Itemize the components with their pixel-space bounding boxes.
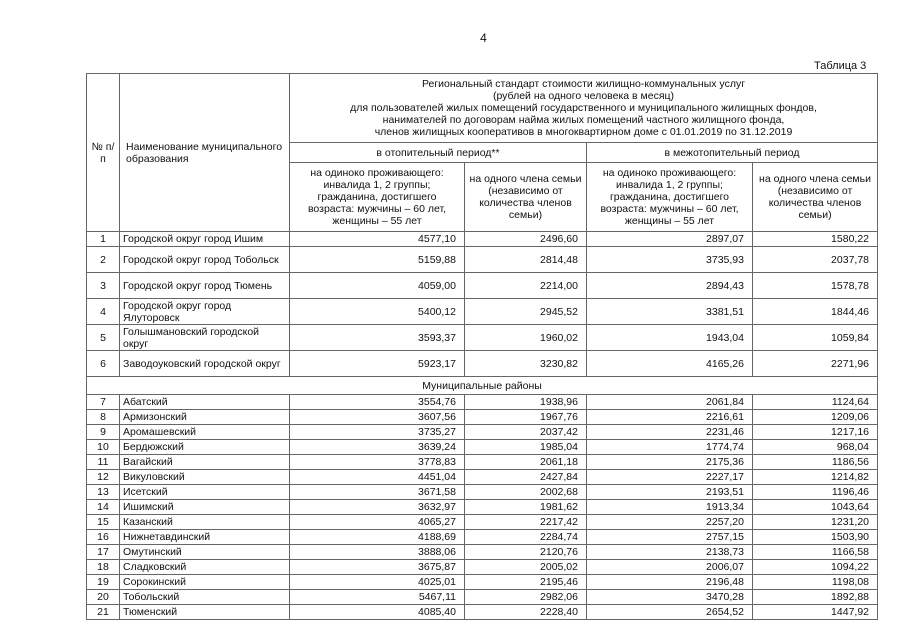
table-row (87, 440, 878, 455)
row-number: 16 (87, 530, 120, 545)
value-family-heating: 2037,42 (465, 425, 587, 440)
value-family-heating: 2217,42 (465, 515, 587, 530)
value-family-heating: 2496,60 (465, 232, 587, 247)
value-family-nonheating: 1578,78 (753, 273, 878, 299)
row-number: 11 (87, 455, 120, 470)
main-title-line: нанимателей по договорам найма жилых помещений частного жилищного фонда, (382, 114, 785, 126)
municipality-name: Нижнетавдинский (120, 530, 290, 545)
value-family-nonheating: 1214,82 (753, 470, 878, 485)
value-family-heating: 2945,52 (465, 299, 587, 325)
value-family-nonheating: 1231,20 (753, 515, 878, 530)
value-single-heating: 3888,06 (290, 545, 465, 560)
value-single-heating: 3675,87 (290, 560, 465, 575)
sub-header-single-heating: на одиноко проживающего: инвалида 1, 2 группы; гражданина, достигшего возраста: мужчины – 60 лет, женщины – 55 лет (290, 163, 465, 232)
municipality-name: Городской округ город Тюмень (120, 273, 290, 299)
value-single-nonheating: 2257,20 (587, 515, 753, 530)
value-family-heating: 1981,62 (465, 500, 587, 515)
value-single-nonheating: 2757,15 (587, 530, 753, 545)
value-single-nonheating: 3735,93 (587, 247, 753, 273)
value-single-nonheating: 2897,07 (587, 232, 753, 247)
value-single-heating: 4085,40 (290, 605, 465, 620)
value-single-nonheating: 2193,51 (587, 485, 753, 500)
value-single-nonheating: 3381,51 (587, 299, 753, 325)
sub-header-family-nonheating: на одного члена семьи (независимо от количества членов семьи) (753, 163, 878, 232)
table-row (87, 299, 878, 325)
row-number: 7 (87, 395, 120, 410)
table-row (87, 560, 878, 575)
table-caption: Таблица 3 (814, 60, 867, 72)
page-number: 4 (480, 31, 487, 45)
value-single-nonheating: 3470,28 (587, 590, 753, 605)
row-number: 18 (87, 560, 120, 575)
value-single-nonheating: 2216,61 (587, 410, 753, 425)
value-single-heating: 3607,56 (290, 410, 465, 425)
value-single-nonheating: 2227,17 (587, 470, 753, 485)
row-number: 9 (87, 425, 120, 440)
row-number: 8 (87, 410, 120, 425)
value-family-heating: 2195,46 (465, 575, 587, 590)
municipality-name: Тюменский (120, 605, 290, 620)
value-family-nonheating: 1580,22 (753, 232, 878, 247)
value-single-nonheating: 2231,46 (587, 425, 753, 440)
municipality-name: Заводоуковский городской округ (120, 351, 290, 377)
value-single-heating: 3554,76 (290, 395, 465, 410)
value-single-nonheating: 2006,07 (587, 560, 753, 575)
row-number: 19 (87, 575, 120, 590)
municipality-name: Сорокинский (120, 575, 290, 590)
municipality-name: Ишимский (120, 500, 290, 515)
table-row (87, 530, 878, 545)
main-title-line: Региональный стандарт стоимости жилищно-коммунальных услуг (421, 78, 746, 90)
main-title (290, 74, 878, 143)
value-single-nonheating: 1913,34 (587, 500, 753, 515)
value-single-heating: 3639,24 (290, 440, 465, 455)
value-single-heating: 4025,01 (290, 575, 465, 590)
period-heating-header: в отопительный период** (290, 143, 587, 163)
value-family-heating: 2284,74 (465, 530, 587, 545)
table-row (87, 605, 878, 620)
value-single-nonheating: 2894,43 (587, 273, 753, 299)
value-single-heating: 5923,17 (290, 351, 465, 377)
value-single-heating: 4577,10 (290, 232, 465, 247)
value-family-nonheating: 2037,78 (753, 247, 878, 273)
row-number: 1 (87, 232, 120, 247)
value-family-heating: 2427,84 (465, 470, 587, 485)
value-family-nonheating: 1166,58 (753, 545, 878, 560)
col-header-name: Наименование муниципального образования (120, 74, 290, 232)
value-family-nonheating: 1503,90 (753, 530, 878, 545)
housing-cost-standard-table (86, 73, 878, 620)
value-family-nonheating: 1198,08 (753, 575, 878, 590)
municipality-name: Городской округ город Ишим (120, 232, 290, 247)
table-row (87, 273, 878, 299)
row-number: 13 (87, 485, 120, 500)
table-row (87, 325, 878, 351)
value-family-heating: 2005,02 (465, 560, 587, 575)
value-single-heating: 5400,12 (290, 299, 465, 325)
municipality-name: Абатский (120, 395, 290, 410)
value-single-heating: 4065,27 (290, 515, 465, 530)
row-number: 17 (87, 545, 120, 560)
table-row (87, 425, 878, 440)
value-family-nonheating: 968,04 (753, 440, 878, 455)
row-number: 12 (87, 470, 120, 485)
section-title: Муниципальные районы (87, 377, 878, 395)
municipality-name: Аромашевский (120, 425, 290, 440)
period-nonheating-header: в межотопительный период (587, 143, 878, 163)
row-number: 21 (87, 605, 120, 620)
value-single-nonheating: 2061,84 (587, 395, 753, 410)
municipality-name: Исетский (120, 485, 290, 500)
col-header-number: № п/п (87, 74, 120, 232)
row-number: 20 (87, 590, 120, 605)
table-row (87, 455, 878, 470)
value-single-heating: 3593,37 (290, 325, 465, 351)
value-family-nonheating: 1094,22 (753, 560, 878, 575)
value-single-nonheating: 2654,52 (587, 605, 753, 620)
value-family-heating: 2002,68 (465, 485, 587, 500)
value-family-heating: 2214,00 (465, 273, 587, 299)
row-number: 4 (87, 299, 120, 325)
municipality-name: Омутинский (120, 545, 290, 560)
municipality-name: Городской округ город Тобольск (120, 247, 290, 273)
value-family-nonheating: 1059,84 (753, 325, 878, 351)
value-family-heating: 2120,76 (465, 545, 587, 560)
value-family-nonheating: 1892,88 (753, 590, 878, 605)
value-single-heating: 3778,83 (290, 455, 465, 470)
row-number: 2 (87, 247, 120, 273)
value-single-nonheating: 1774,74 (587, 440, 753, 455)
sub-header-single-nonheating: на одиноко проживающего: инвалида 1, 2 группы; гражданина, достигшего возраста: мужчины – 60 лет, женщины – 55 лет (587, 163, 753, 232)
main-title-line: членов жилищных кооперативов в многоквартирном доме с 01.01.2019 по 31.12.2019 (374, 126, 793, 138)
value-family-heating: 1985,04 (465, 440, 587, 455)
row-number: 14 (87, 500, 120, 515)
value-family-nonheating: 1196,46 (753, 485, 878, 500)
value-family-heating: 1967,76 (465, 410, 587, 425)
value-family-nonheating: 1209,06 (753, 410, 878, 425)
value-single-nonheating: 2196,48 (587, 575, 753, 590)
municipality-name: Сладковский (120, 560, 290, 575)
table-row (87, 351, 878, 377)
value-family-heating: 1938,96 (465, 395, 587, 410)
value-single-heating: 4451,04 (290, 470, 465, 485)
row-number: 6 (87, 351, 120, 377)
table-row (87, 470, 878, 485)
value-single-nonheating: 2175,36 (587, 455, 753, 470)
value-single-heating: 4188,69 (290, 530, 465, 545)
value-single-heating: 5159,88 (290, 247, 465, 273)
row-number: 3 (87, 273, 120, 299)
municipality-name: Вагайский (120, 455, 290, 470)
value-family-nonheating: 1217,16 (753, 425, 878, 440)
value-single-heating: 3735,27 (290, 425, 465, 440)
main-title-line: для пользователей жилых помещений государственного и муниципального жилищных фондов, (350, 102, 817, 114)
municipality-name: Бердюжский (120, 440, 290, 455)
municipality-name: Городской округ город Ялуторовск (120, 299, 290, 325)
value-family-nonheating: 1043,64 (753, 500, 878, 515)
value-family-nonheating: 1447,92 (753, 605, 878, 620)
table-row (87, 590, 878, 605)
municipality-name: Голышмановский городской округ (120, 325, 290, 351)
value-single-nonheating: 4165,26 (587, 351, 753, 377)
value-family-heating: 2061,18 (465, 455, 587, 470)
value-single-nonheating: 2138,73 (587, 545, 753, 560)
row-number: 10 (87, 440, 120, 455)
table-row (87, 515, 878, 530)
value-family-heating: 2814,48 (465, 247, 587, 273)
table-row (87, 395, 878, 410)
value-family-nonheating: 1124,64 (753, 395, 878, 410)
table-row (87, 545, 878, 560)
value-family-heating: 2982,06 (465, 590, 587, 605)
value-family-heating: 1960,02 (465, 325, 587, 351)
table-row (87, 485, 878, 500)
table-row (87, 575, 878, 590)
value-family-heating: 3230,82 (465, 351, 587, 377)
value-single-heating: 5467,11 (290, 590, 465, 605)
sub-header-family-heating: на одного члена семьи (независимо от количества членов семьи) (465, 163, 587, 232)
value-single-heating: 3671,58 (290, 485, 465, 500)
municipality-name: Армизонский (120, 410, 290, 425)
table-row (87, 500, 878, 515)
value-family-heating: 2228,40 (465, 605, 587, 620)
municipality-name: Казанский (120, 515, 290, 530)
municipal-districts-rows (87, 395, 878, 620)
section-row (87, 377, 878, 395)
value-single-heating: 4059,00 (290, 273, 465, 299)
row-number: 15 (87, 515, 120, 530)
row-number: 5 (87, 325, 120, 351)
value-family-nonheating: 1844,46 (753, 299, 878, 325)
table-row (87, 247, 878, 273)
value-family-nonheating: 2271,96 (753, 351, 878, 377)
value-single-nonheating: 1943,04 (587, 325, 753, 351)
value-family-nonheating: 1186,56 (753, 455, 878, 470)
table-row (87, 410, 878, 425)
table-row (87, 232, 878, 247)
main-title-line: (рублей на одного человека в месяц) (492, 90, 675, 102)
municipality-name: Тобольский (120, 590, 290, 605)
value-single-heating: 3632,97 (290, 500, 465, 515)
municipality-name: Викуловский (120, 470, 290, 485)
